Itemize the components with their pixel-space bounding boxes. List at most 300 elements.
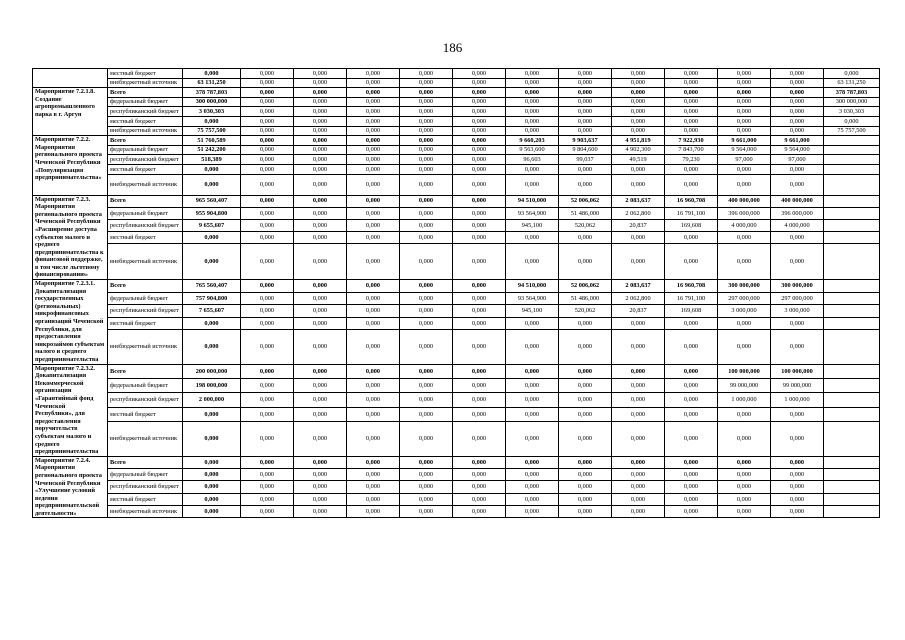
value-cell: 0,000	[665, 78, 718, 88]
empty-cell	[824, 330, 880, 364]
value-cell: 0,000	[771, 330, 824, 364]
value-cell: 0,000	[241, 317, 294, 330]
value-cell: 0,000	[718, 422, 771, 457]
value-cell: 520,062	[559, 219, 612, 231]
value-cell: 0,000	[665, 232, 718, 244]
value-cell: 2 062,800	[612, 207, 665, 219]
value-cell: 0,000	[559, 232, 612, 244]
value-cell: 300 000,000	[718, 280, 771, 293]
value-cell: 0,000	[294, 126, 347, 136]
value-cell: 0,000	[400, 207, 453, 219]
value-cell: 0,000	[294, 330, 347, 364]
value-cell: 9 661,000	[718, 136, 771, 146]
table-row	[33, 364, 880, 378]
source-cell: федеральный бюджет	[108, 145, 183, 155]
value-cell: 0,000	[506, 69, 559, 79]
value-cell: 0,000	[453, 164, 506, 174]
empty-cell	[824, 207, 880, 219]
value-cell: 0,000	[183, 481, 241, 493]
value-cell: 20,837	[612, 219, 665, 231]
value-cell: 9 564,000	[718, 145, 771, 155]
value-cell: 0,000	[718, 107, 771, 117]
value-cell: 0,000	[294, 69, 347, 79]
measure-cell: Мароприятие 7.2.2. Мароприятия регионального проекта Чеченской Республики «Популяризация предпринимательства»	[33, 136, 108, 195]
value-cell: 300 000,000	[824, 97, 880, 107]
table-row	[33, 145, 880, 155]
value-cell: 0,000	[400, 393, 453, 407]
value-cell: 0,000	[241, 506, 294, 518]
value-cell: 0,000	[453, 469, 506, 481]
value-cell: 0,000	[665, 506, 718, 518]
value-cell: 300 000,000	[771, 280, 824, 293]
value-cell: 0,000	[506, 481, 559, 493]
value-cell: 0,000	[241, 292, 294, 305]
value-cell: 0,000	[183, 232, 241, 244]
value-cell: 94 510,000	[506, 195, 559, 207]
value-cell: 0,000	[718, 481, 771, 493]
value-cell: 0,000	[559, 107, 612, 117]
value-cell: 9 660,203	[506, 136, 559, 146]
empty-cell	[824, 155, 880, 165]
source-cell: внебюджетный источник	[108, 174, 183, 195]
value-cell: 0,000	[400, 330, 453, 364]
value-cell: 0,000	[347, 164, 400, 174]
value-cell: 79,230	[665, 155, 718, 165]
value-cell: 0,000	[294, 155, 347, 165]
value-cell: 0,000	[559, 78, 612, 88]
source-cell: местный бюджет	[108, 232, 183, 244]
value-cell: 0,000	[241, 164, 294, 174]
empty-cell	[824, 506, 880, 518]
value-cell: 0,000	[506, 126, 559, 136]
value-cell: 0,000	[241, 469, 294, 481]
value-cell: 93 564,900	[506, 207, 559, 219]
value-cell: 75 757,500	[183, 126, 241, 136]
value-cell: 0,000	[241, 155, 294, 165]
value-cell: 0,000	[347, 469, 400, 481]
value-cell: 0,000	[506, 88, 559, 98]
value-cell: 0,000	[294, 145, 347, 155]
value-cell: 0,000	[347, 506, 400, 518]
value-cell: 0,000	[400, 422, 453, 457]
value-cell: 0,000	[665, 493, 718, 505]
value-cell: 0,000	[294, 393, 347, 407]
value-cell: 0,000	[718, 456, 771, 468]
value-cell: 0,000	[453, 219, 506, 231]
value-cell: 0,000	[183, 317, 241, 330]
value-cell: 1 000,000	[718, 393, 771, 407]
source-cell: местный бюджет	[108, 493, 183, 505]
value-cell: 169,608	[665, 305, 718, 318]
value-cell: 0,000	[183, 244, 241, 280]
value-cell: 0,000	[665, 422, 718, 457]
value-cell: 0,000	[453, 364, 506, 378]
value-cell: 0,000	[453, 155, 506, 165]
value-cell: 0,000	[506, 469, 559, 481]
value-cell: 2 062,800	[612, 292, 665, 305]
value-cell: 0,000	[241, 232, 294, 244]
budget-table	[32, 68, 880, 518]
table-row	[33, 407, 880, 421]
value-cell: 0,000	[347, 456, 400, 468]
value-cell: 0,000	[294, 364, 347, 378]
empty-cell	[824, 136, 880, 146]
value-cell: 0,000	[506, 422, 559, 457]
value-cell: 0,000	[241, 407, 294, 421]
value-cell: 0,000	[294, 97, 347, 107]
value-cell: 0,000	[241, 305, 294, 318]
value-cell: 0,000	[183, 69, 241, 79]
value-cell: 0,000	[506, 493, 559, 505]
value-cell: 49,519	[612, 155, 665, 165]
table-row	[33, 107, 880, 117]
value-cell: 0,000	[347, 393, 400, 407]
value-cell: 0,000	[612, 78, 665, 88]
value-cell: 0,000	[183, 164, 241, 174]
value-cell: 0,000	[612, 407, 665, 421]
value-cell: 0,000	[400, 145, 453, 155]
value-cell: 0,000	[612, 506, 665, 518]
value-cell: 0,000	[665, 317, 718, 330]
value-cell: 0,000	[506, 116, 559, 126]
value-cell: 0,000	[400, 407, 453, 421]
table-row	[33, 280, 880, 293]
value-cell: 396 000,000	[718, 207, 771, 219]
value-cell: 16 960,708	[665, 195, 718, 207]
value-cell: 0,000	[241, 88, 294, 98]
value-cell: 0,000	[241, 126, 294, 136]
table-row	[33, 136, 880, 146]
value-cell: 0,000	[453, 232, 506, 244]
value-cell: 0,000	[183, 506, 241, 518]
value-cell: 0,000	[771, 481, 824, 493]
value-cell: 94 510,000	[506, 280, 559, 293]
value-cell: 0,000	[183, 456, 241, 468]
value-cell: 0,000	[771, 317, 824, 330]
source-cell: федеральный бюджет	[108, 207, 183, 219]
value-cell: 0,000	[506, 107, 559, 117]
value-cell: 100 000,000	[718, 364, 771, 378]
value-cell: 0,000	[665, 364, 718, 378]
value-cell: 97,000	[718, 155, 771, 165]
value-cell: 0,000	[824, 116, 880, 126]
value-cell: 0,000	[400, 280, 453, 293]
value-cell: 0,000	[453, 330, 506, 364]
value-cell: 0,000	[347, 219, 400, 231]
value-cell: 0,000	[347, 78, 400, 88]
value-cell: 0,000	[718, 88, 771, 98]
value-cell: 0,000	[665, 378, 718, 392]
value-cell: 9 655,607	[183, 219, 241, 231]
value-cell: 3 000,000	[771, 305, 824, 318]
value-cell: 0,000	[453, 145, 506, 155]
empty-cell	[824, 280, 880, 293]
value-cell: 0,000	[718, 506, 771, 518]
value-cell: 0,000	[718, 244, 771, 280]
value-cell: 0,000	[241, 378, 294, 392]
empty-cell	[824, 469, 880, 481]
value-cell: 0,000	[665, 164, 718, 174]
value-cell: 0,000	[294, 280, 347, 293]
source-cell: местный бюджет	[108, 164, 183, 174]
value-cell: 0,000	[241, 145, 294, 155]
empty-cell	[824, 364, 880, 378]
value-cell: 0,000	[294, 232, 347, 244]
value-cell: 7 843,700	[665, 145, 718, 155]
value-cell: 0,000	[771, 97, 824, 107]
value-cell: 0,000	[824, 69, 880, 79]
value-cell: 0,000	[453, 292, 506, 305]
value-cell: 96,603	[506, 155, 559, 165]
empty-cell	[824, 244, 880, 280]
value-cell: 93 564,900	[506, 292, 559, 305]
value-cell: 0,000	[294, 506, 347, 518]
value-cell: 0,000	[453, 506, 506, 518]
value-cell: 0,000	[665, 69, 718, 79]
value-cell: 0,000	[241, 207, 294, 219]
empty-cell	[824, 481, 880, 493]
table-row	[33, 292, 880, 305]
value-cell: 0,000	[347, 232, 400, 244]
value-cell: 0,000	[294, 422, 347, 457]
value-cell: 0,000	[718, 174, 771, 195]
value-cell: 0,000	[718, 116, 771, 126]
value-cell: 0,000	[612, 364, 665, 378]
source-cell: внебюджетный источник	[108, 330, 183, 364]
value-cell: 0,000	[506, 506, 559, 518]
empty-cell	[824, 174, 880, 195]
value-cell: 0,000	[294, 493, 347, 505]
measure-cell: Мароприятие 7.2.1.8. Создание агропромышленного парка в г. Аргун	[33, 88, 108, 136]
value-cell: 0,000	[771, 126, 824, 136]
table-row	[33, 88, 880, 98]
value-cell: 3 000,000	[718, 305, 771, 318]
value-cell: 0,000	[453, 317, 506, 330]
value-cell: 0,000	[771, 69, 824, 79]
value-cell: 0,000	[453, 107, 506, 117]
value-cell: 0,000	[183, 493, 241, 505]
value-cell: 52 006,062	[559, 280, 612, 293]
table-row	[33, 195, 880, 207]
value-cell: 0,000	[294, 456, 347, 468]
value-cell: 0,000	[241, 219, 294, 231]
value-cell: 955 904,800	[183, 207, 241, 219]
value-cell: 0,000	[559, 481, 612, 493]
value-cell: 0,000	[400, 107, 453, 117]
table-row	[33, 393, 880, 407]
value-cell: 0,000	[718, 69, 771, 79]
value-cell: 0,000	[241, 330, 294, 364]
value-cell: 97,000	[771, 155, 824, 165]
value-cell: 63 131,250	[824, 78, 880, 88]
source-cell: республиканский бюджет	[108, 155, 183, 165]
value-cell: 0,000	[347, 174, 400, 195]
source-cell: местный бюджет	[108, 407, 183, 421]
table-row	[33, 116, 880, 126]
value-cell: 0,000	[506, 244, 559, 280]
source-cell: Всего	[108, 456, 183, 468]
value-cell: 0,000	[506, 317, 559, 330]
value-cell: 0,000	[294, 407, 347, 421]
value-cell: 0,000	[400, 126, 453, 136]
value-cell: 0,000	[559, 378, 612, 392]
value-cell: 0,000	[183, 174, 241, 195]
value-cell: 0,000	[400, 292, 453, 305]
value-cell: 0,000	[718, 232, 771, 244]
value-cell: 0,000	[559, 493, 612, 505]
value-cell: 9 804,600	[559, 145, 612, 155]
table-row	[33, 456, 880, 468]
value-cell: 0,000	[347, 69, 400, 79]
value-cell: 765 560,407	[183, 280, 241, 293]
value-cell: 0,000	[718, 493, 771, 505]
empty-cell	[824, 407, 880, 421]
value-cell: 0,000	[559, 69, 612, 79]
table-row	[33, 126, 880, 136]
table-row	[33, 155, 880, 165]
empty-cell	[824, 378, 880, 392]
value-cell: 0,000	[294, 88, 347, 98]
value-cell: 965 560,407	[183, 195, 241, 207]
table-row	[33, 481, 880, 493]
value-cell: 757 904,800	[183, 292, 241, 305]
value-cell: 0,000	[453, 407, 506, 421]
value-cell: 0,000	[183, 469, 241, 481]
value-cell: 0,000	[347, 244, 400, 280]
value-cell: 400 000,000	[718, 195, 771, 207]
value-cell: 0,000	[612, 456, 665, 468]
empty-cell	[824, 493, 880, 505]
source-cell: республиканский бюджет	[108, 393, 183, 407]
value-cell: 0,000	[294, 317, 347, 330]
value-cell: 0,000	[559, 393, 612, 407]
source-cell: федеральный бюджет	[108, 378, 183, 392]
table-row	[33, 69, 880, 79]
value-cell: 7 922,930	[665, 136, 718, 146]
value-cell: 0,000	[347, 116, 400, 126]
empty-cell	[824, 232, 880, 244]
value-cell: 0,000	[559, 330, 612, 364]
table-row	[33, 506, 880, 518]
value-cell: 297 000,000	[718, 292, 771, 305]
empty-cell	[824, 393, 880, 407]
table-row	[33, 78, 880, 88]
value-cell: 0,000	[294, 116, 347, 126]
value-cell: 100 000,000	[771, 364, 824, 378]
value-cell: 0,000	[400, 97, 453, 107]
measure-cell: Мароприятие 7.2.3. Мароприятия регионального проекта Чеченской Республики «Расширение доступа субъектов малого и среднего предпринимательства к финансовой поддержке, в том числе льготному финансированию»	[33, 195, 108, 280]
value-cell: 0,000	[665, 456, 718, 468]
value-cell: 0,000	[347, 195, 400, 207]
value-cell: 0,000	[559, 364, 612, 378]
value-cell: 0,000	[612, 493, 665, 505]
value-cell: 0,000	[241, 174, 294, 195]
value-cell: 4 902,300	[612, 145, 665, 155]
value-cell: 0,000	[400, 456, 453, 468]
value-cell: 0,000	[506, 393, 559, 407]
value-cell: 0,000	[453, 69, 506, 79]
value-cell: 0,000	[400, 78, 453, 88]
value-cell: 0,000	[718, 330, 771, 364]
value-cell: 75 757,500	[824, 126, 880, 136]
value-cell: 0,000	[559, 244, 612, 280]
value-cell: 0,000	[506, 97, 559, 107]
value-cell: 0,000	[347, 292, 400, 305]
table-row	[33, 244, 880, 280]
value-cell: 198 000,000	[183, 378, 241, 392]
value-cell: 0,000	[771, 174, 824, 195]
source-cell: Всего	[108, 364, 183, 378]
source-cell: федеральный бюджет	[108, 292, 183, 305]
value-cell: 0,000	[347, 317, 400, 330]
value-cell: 9 661,000	[771, 136, 824, 146]
value-cell: 0,000	[400, 305, 453, 318]
measure-cell: Мароприятие 7.2.3.1. Докапитализация государственных (региональных) микрофинансовых организаций Чеченской Республики, для предоставления микрозаймов субъектам малого и среднего предпринимательства	[33, 280, 108, 365]
value-cell: 0,000	[400, 232, 453, 244]
table-row	[33, 317, 880, 330]
value-cell: 0,000	[294, 244, 347, 280]
value-cell: 0,000	[347, 407, 400, 421]
value-cell: 0,000	[612, 126, 665, 136]
value-cell: 0,000	[294, 78, 347, 88]
table-row	[33, 219, 880, 231]
value-cell: 0,000	[665, 407, 718, 421]
source-cell: республиканский бюджет	[108, 219, 183, 231]
value-cell: 0,000	[400, 469, 453, 481]
value-cell: 0,000	[453, 207, 506, 219]
measure-cell	[33, 69, 108, 88]
source-cell: внебюджетный источник	[108, 126, 183, 136]
value-cell: 0,000	[400, 317, 453, 330]
table-row	[33, 305, 880, 318]
source-cell: местный бюджет	[108, 317, 183, 330]
value-cell: 51 242,200	[183, 145, 241, 155]
value-cell: 0,000	[400, 69, 453, 79]
value-cell: 0,000	[453, 116, 506, 126]
source-cell: республиканский бюджет	[108, 481, 183, 493]
table-row	[33, 97, 880, 107]
value-cell: 0,000	[718, 164, 771, 174]
value-cell: 0,000	[612, 107, 665, 117]
value-cell: 0,000	[453, 393, 506, 407]
value-cell: 0,000	[453, 305, 506, 318]
value-cell: 0,000	[771, 88, 824, 98]
value-cell: 0,000	[241, 69, 294, 79]
value-cell: 0,000	[400, 219, 453, 231]
value-cell: 0,000	[559, 126, 612, 136]
value-cell: 0,000	[347, 305, 400, 318]
value-cell: 0,000	[665, 330, 718, 364]
value-cell: 20,837	[612, 305, 665, 318]
value-cell: 0,000	[241, 456, 294, 468]
value-cell: 0,000	[771, 107, 824, 117]
value-cell: 0,000	[771, 456, 824, 468]
value-cell: 0,000	[506, 330, 559, 364]
value-cell: 0,000	[241, 116, 294, 126]
value-cell: 0,000	[665, 88, 718, 98]
value-cell: 0,000	[347, 88, 400, 98]
value-cell: 0,000	[400, 378, 453, 392]
value-cell: 0,000	[506, 174, 559, 195]
value-cell: 0,000	[400, 364, 453, 378]
value-cell: 0,000	[400, 116, 453, 126]
value-cell: 169,608	[665, 219, 718, 231]
value-cell: 0,000	[771, 407, 824, 421]
value-cell: 0,000	[241, 393, 294, 407]
value-cell: 0,000	[453, 481, 506, 493]
value-cell: 0,000	[241, 493, 294, 505]
value-cell: 52 006,062	[559, 195, 612, 207]
